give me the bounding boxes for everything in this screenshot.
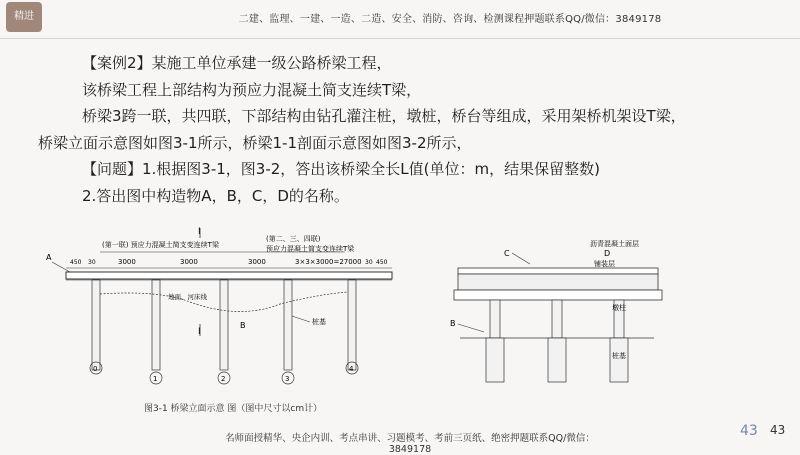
question-1: 【问题】1.根据图3-1，图3-2，答出该桥梁全长L值(单位：m，结果保留整数) [82, 160, 600, 178]
bottom-banner-text: 名师面授精华、央企内训、考点串讲、习题模考、考前三页纸、绝密押题联系QQ/微信：3849178 [225, 433, 595, 455]
case-text-block [38, 50, 778, 209]
label-d: D [604, 249, 611, 258]
question-2: 2.答出图中构造物A，B，C，D的名称。 [82, 186, 349, 205]
top-banner-text: 二建、监理、一建、一造、二造、安全、消防、咨询、检测课程押题联系QQ/微信：3849178 [238, 14, 662, 25]
rest-unit-label-1: (第二、三、四联) [266, 235, 321, 243]
label-a: A [46, 253, 52, 262]
header-divider [0, 38, 800, 39]
axis-4: 4 [349, 365, 354, 373]
case-title: 【案例2】某施工单位承建一级公路桥梁工程， [82, 54, 392, 72]
label-c: C [504, 249, 510, 258]
dim-span-3: 3000 [248, 258, 266, 266]
bridge-cross-section-diagram [440, 222, 675, 387]
page-number-accent: 43 [740, 423, 758, 439]
dim-left2: 30 [88, 259, 96, 266]
ground-label: 地面、河床线 [168, 293, 207, 301]
bridge-elevation-diagram [40, 222, 410, 392]
pile-label: 桩基 [312, 318, 326, 326]
column-label: 墩柱 [612, 304, 626, 312]
label-b: B [240, 321, 246, 330]
case-line-2: 该桥梁工程上部结构为预应力混凝土简支连续T梁， [82, 80, 422, 99]
case-line-4: 桥梁立面示意图如图3-1所示，桥梁1-1剖面示意图如图3-2所示， [38, 133, 472, 152]
dim-left: 450 [70, 259, 82, 266]
pile-label-section: 桩基 [612, 352, 626, 360]
asphalt-label: 沥青混凝土面层 [590, 240, 639, 248]
first-unit-label: (第一联) 预应力混凝土简支变连续T梁 [102, 241, 219, 249]
dim-span-2: 3000 [180, 258, 198, 266]
axis-2: 2 [221, 375, 226, 383]
axis-3: 3 [285, 375, 290, 383]
pavement-label: 铺装层 [594, 260, 615, 268]
dim-span-1: 3000 [118, 258, 136, 266]
axis-0: 0 [93, 365, 98, 373]
page-number: 43 [770, 423, 786, 437]
dim-right1: 30 [365, 259, 373, 266]
section-mark-bottom: I [198, 327, 201, 337]
section-mark-top: I [198, 227, 201, 237]
figure-caption: 图3-1 桥梁立面示意 图（图中尺寸以cm计） [144, 404, 323, 414]
label-b-section: B [450, 319, 456, 328]
rest-unit-label-2: 预应力混凝土简支变连续T梁 [266, 245, 355, 253]
case-line-3: 桥梁3跨一联，共四联，下部结构由钻孔灌注桩，墩桩，桥台等组成，采用架桥机架设T梁， [82, 107, 686, 125]
dim-right2: 450 [376, 259, 388, 266]
dim-total: 3×3×3000=27000 [295, 258, 362, 266]
brand-logo: 精进 [6, 2, 42, 32]
axis-1: 1 [153, 375, 158, 383]
